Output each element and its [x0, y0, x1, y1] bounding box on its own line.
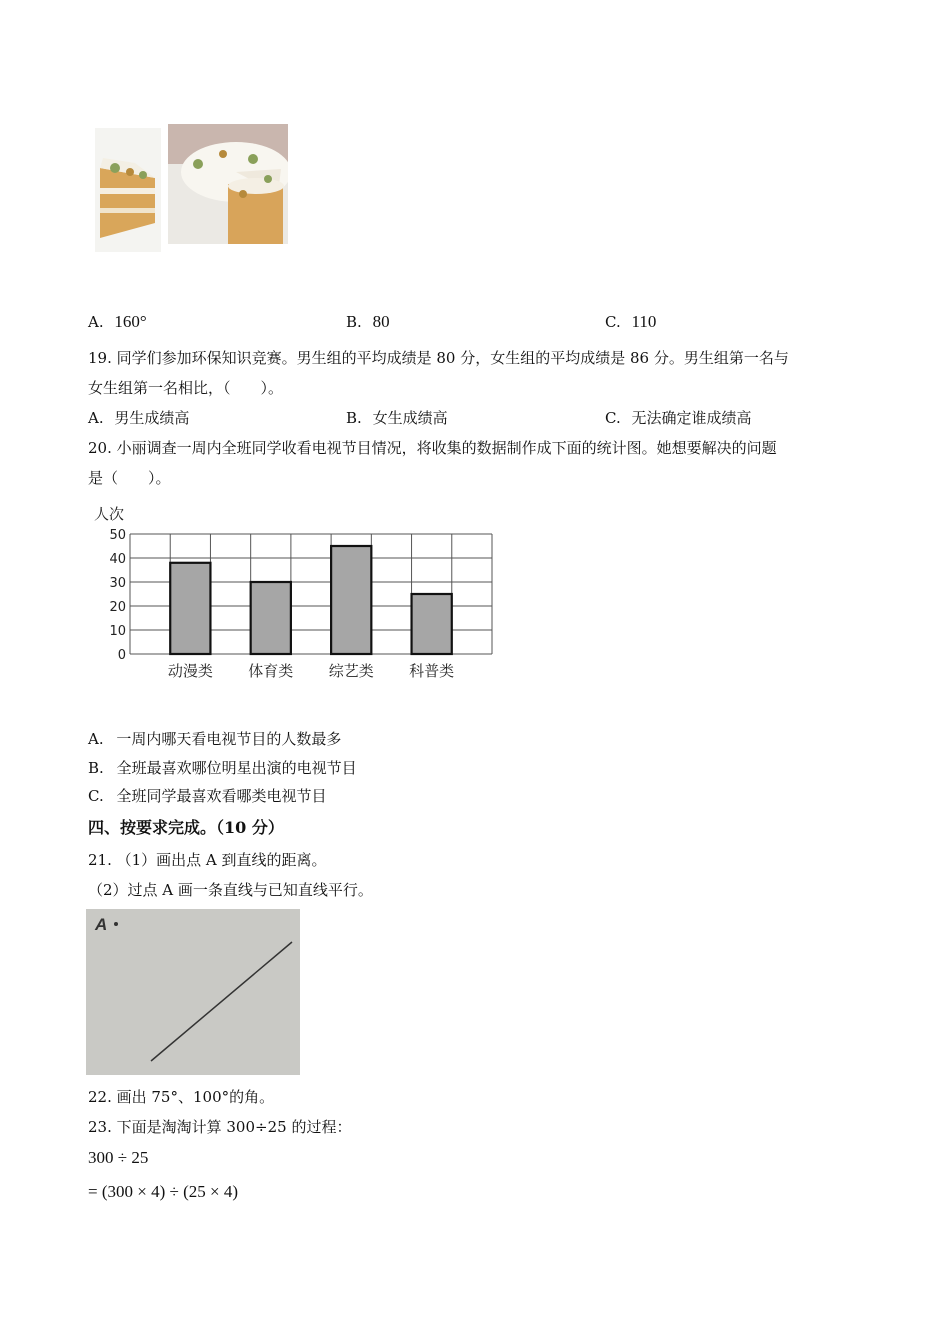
- y-tick-label: 30: [109, 576, 126, 591]
- option-letter: C.: [605, 409, 621, 427]
- x-tick-label: 动漫类: [167, 662, 213, 680]
- option-text: 160°: [114, 312, 147, 331]
- option-text: 80: [372, 312, 390, 331]
- q19-line2: 女生组第一名相比，（ ）。: [88, 379, 284, 397]
- q20-option-b[interactable]: [88, 757, 357, 778]
- point-line-figure: [86, 909, 300, 1075]
- option-text: 全班同学最喜欢看哪类电视节目: [116, 787, 327, 805]
- option-letter: A.: [88, 313, 104, 331]
- option-letter: B.: [88, 759, 104, 777]
- q19-option-c[interactable]: [605, 407, 752, 428]
- option-text: 无法确定谁成绩高: [631, 409, 752, 427]
- option-letter: B.: [346, 313, 362, 331]
- option-letter: B.: [346, 409, 362, 427]
- x-tick-label: 体育类: [248, 662, 294, 680]
- cake-whole-icon: [168, 124, 288, 244]
- bar-1: [170, 563, 210, 654]
- q23-expr2: = (300 × 4) ÷ (25 × 4): [88, 1182, 238, 1201]
- q21-line2: （2）过点 A 画一条直线与已知直线平行。: [88, 881, 373, 899]
- line-figure-svg: [86, 909, 300, 1075]
- x-tick-label: 综艺类: [328, 662, 374, 680]
- bar-chart: [88, 500, 508, 690]
- cake-photo-left: [95, 128, 161, 252]
- y-tick-label: 0: [117, 648, 126, 663]
- option-letter: A.: [88, 730, 104, 748]
- q22-text: 22. 画出 75°、100°的角。: [88, 1088, 275, 1106]
- y-tick-label: 40: [109, 552, 126, 567]
- q20-line1: 20. 小丽调查一周内全班同学收看电视节目情况，将收集的数据制作成下面的统计图。她想要解决的问题: [88, 439, 777, 457]
- y-tick-label: 50: [109, 528, 126, 543]
- q20-option-a[interactable]: [88, 728, 341, 749]
- q23-text: 23. 下面是淘淘计算 300÷25 的过程：: [88, 1118, 352, 1136]
- option-text: 一周内哪天看电视节目的人数最多: [116, 730, 342, 748]
- chart-bars: [170, 546, 452, 654]
- option-text: 男生成绩高: [114, 409, 190, 427]
- q18-option-b[interactable]: [346, 312, 390, 332]
- section-heading: 四、按要求完成。（10 分）: [88, 818, 284, 837]
- q23-expr1: 300 ÷ 25: [88, 1148, 149, 1167]
- q18-option-a[interactable]: [88, 312, 147, 332]
- q19-line1: 19. 同学们参加环保知识竞赛。男生组的平均成绩是 80 分，女生组的平均成绩是 86 分。男生组第一名与: [88, 349, 789, 367]
- q21-line1: 21. （1）画出点 A 到直线的距离。: [88, 851, 327, 869]
- option-text: 全班最喜欢哪位明星出演的电视节目: [116, 759, 357, 777]
- cake-slice-icon: [95, 128, 161, 252]
- option-letter: A.: [88, 409, 104, 427]
- bar-3: [331, 546, 371, 654]
- y-tick-label: 20: [109, 600, 126, 615]
- q20-line2: 是（ ）。: [88, 469, 171, 487]
- point-a-label: A: [95, 915, 108, 934]
- option-letter: C.: [88, 787, 104, 805]
- x-tick-label: 科普类: [409, 662, 455, 680]
- cake-photo-right: [168, 124, 288, 244]
- q18-option-c[interactable]: [605, 312, 656, 332]
- q20-option-c[interactable]: [88, 785, 327, 806]
- option-letter: C.: [605, 313, 621, 331]
- bar-4: [412, 594, 452, 654]
- chart-xlabels: [168, 662, 454, 680]
- chart-yticks: [109, 528, 126, 663]
- option-text: 110: [631, 312, 657, 331]
- y-tick-label: 10: [109, 624, 126, 639]
- bar-2: [251, 582, 291, 654]
- point-a-dot: [114, 922, 118, 926]
- q19-option-b[interactable]: [346, 407, 448, 428]
- option-text: 女生成绩高: [372, 409, 448, 427]
- given-line: [151, 942, 292, 1061]
- q19-option-a[interactable]: [88, 407, 189, 428]
- y-axis-label: 人次: [94, 505, 125, 523]
